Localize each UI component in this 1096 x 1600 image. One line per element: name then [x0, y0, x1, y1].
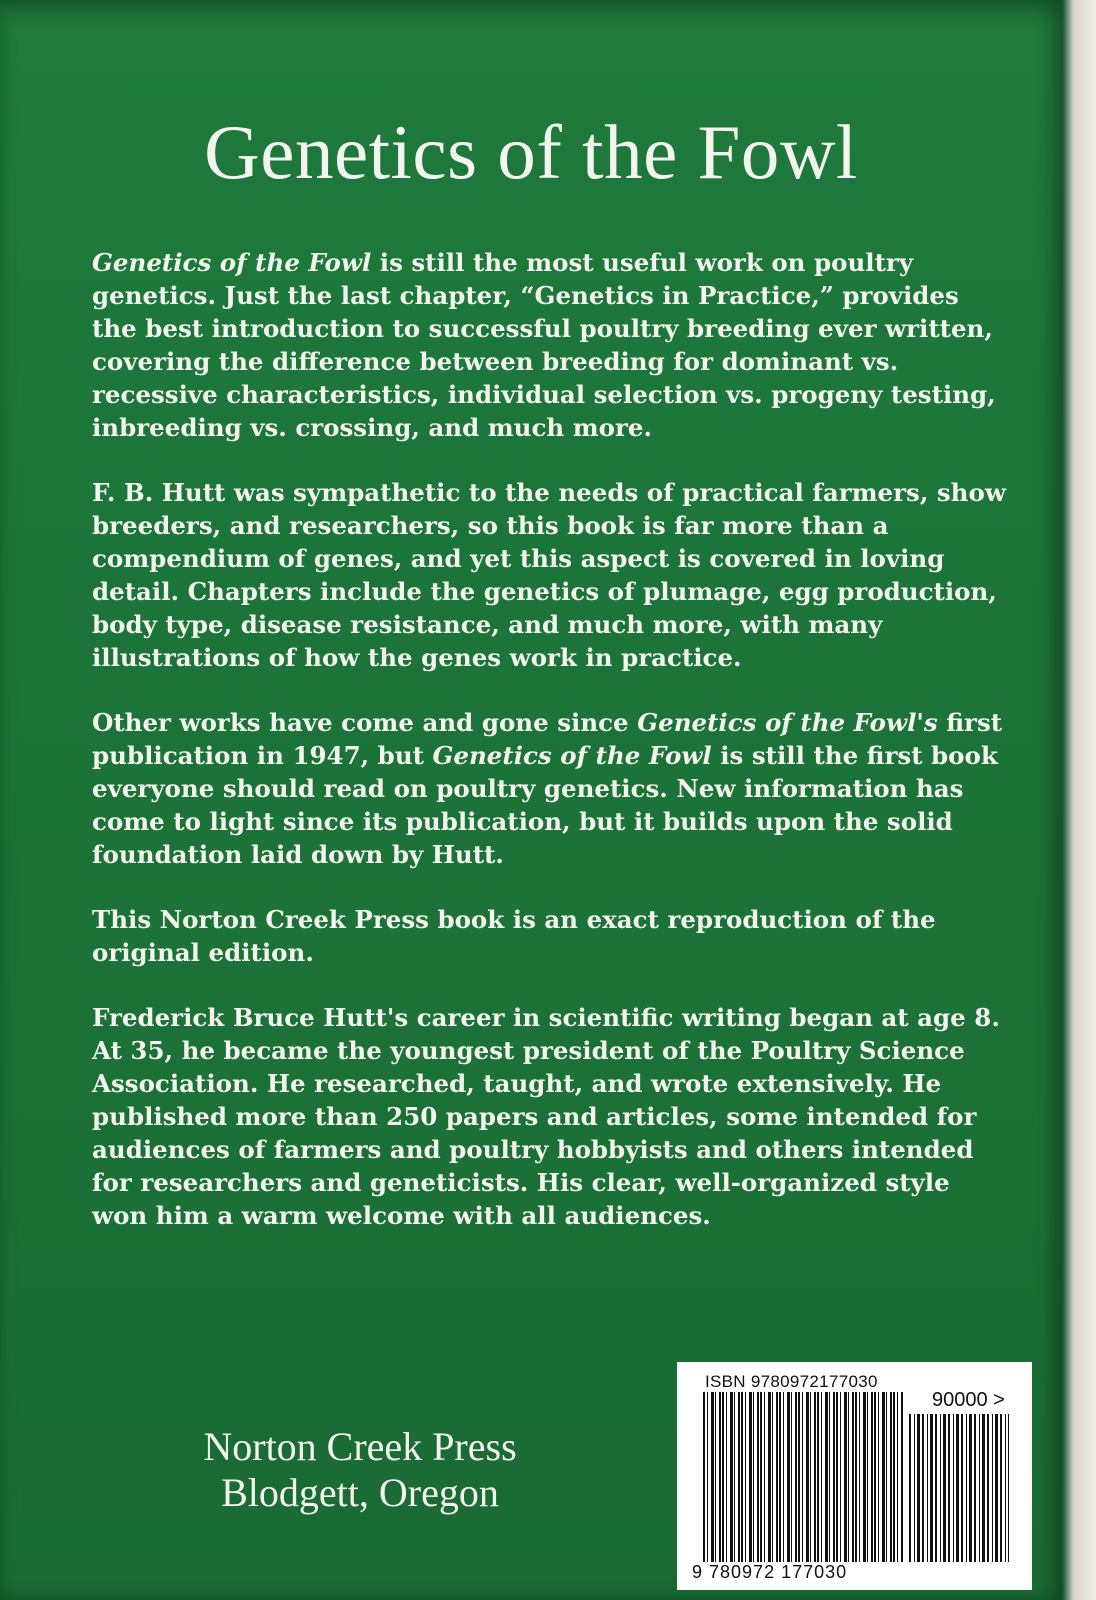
- barcode-bars-icon: [703, 1392, 903, 1562]
- barcode-digits: 9 780972 177030: [692, 1562, 848, 1582]
- blurb-text: is still the first book everyone should read on poultry genetics. New information has come to light since its publication, but it builds upon the solid foundation laid down by Hutt.: [92, 741, 998, 869]
- blurb-paragraph-1: [92, 246, 1012, 444]
- book-title-italic: Genetics of the Fowl: [432, 741, 712, 770]
- publisher-location: Blodgett, Oregon: [221, 1470, 499, 1515]
- blurb-text: first publication in 1947, but: [92, 708, 1003, 770]
- blurb-paragraph-5: Frederick Bruce Hutt's career in scientific writing began at age 8. At 35, he became the youngest president of the Poultry Science Association. He researched, taught, and wrote extensively. He published more than 250 papers and articles, some intended for audiences of farmers and poultry hobbyists and others intended for researchers and geneticists. His clear, well-organized style won him a warm welcome with all audiences.: [92, 1003, 1000, 1230]
- blurb-text: is still the most useful work on poultry genetics. Just the last chapter, “Genetics in Practice,” provides the best introduction to successful poultry breeding ever written, covering the difference between breeding for dominant vs. recessive characteristics, individual selection vs. progeny testing, inbreeding vs. crossing, and much more.: [92, 248, 996, 442]
- blurb-paragraph-2: F. B. Hutt was sympathetic to the needs of practical farmers, show breeders, and researchers, so this book is far more than a compendium of genes, and yet this aspect is covered in loving detail. Chapters include the genetics of plumage, egg production, body type, disease resistance, and much more, with many illustrations of how the genes work in practice.: [92, 478, 1006, 672]
- price-barcode-bars-icon: [909, 1414, 1009, 1562]
- book-title-italic: Genetics of the Fowl's: [637, 708, 938, 737]
- publisher-imprint: [160, 1424, 560, 1516]
- price-code: 90000 >: [932, 1389, 1005, 1411]
- isbn-barcode: [677, 1362, 1032, 1590]
- blurb-paragraph-3: [92, 706, 1012, 871]
- book-spine-edge: [1062, 0, 1096, 1600]
- book-title-italic: Genetics of the Fowl: [92, 248, 372, 277]
- blurb-text: Other works have come and gone since: [92, 708, 638, 737]
- book-title: Genetics of the Fowl: [204, 109, 858, 195]
- publisher-name: Norton Creek Press: [203, 1424, 517, 1469]
- blurb-paragraph-4: This Norton Creek Press book is an exact reproduction of the original edition.: [92, 905, 936, 967]
- cover-blurb: [92, 246, 1012, 1264]
- isbn-label: ISBN 9780972177030: [705, 1372, 878, 1391]
